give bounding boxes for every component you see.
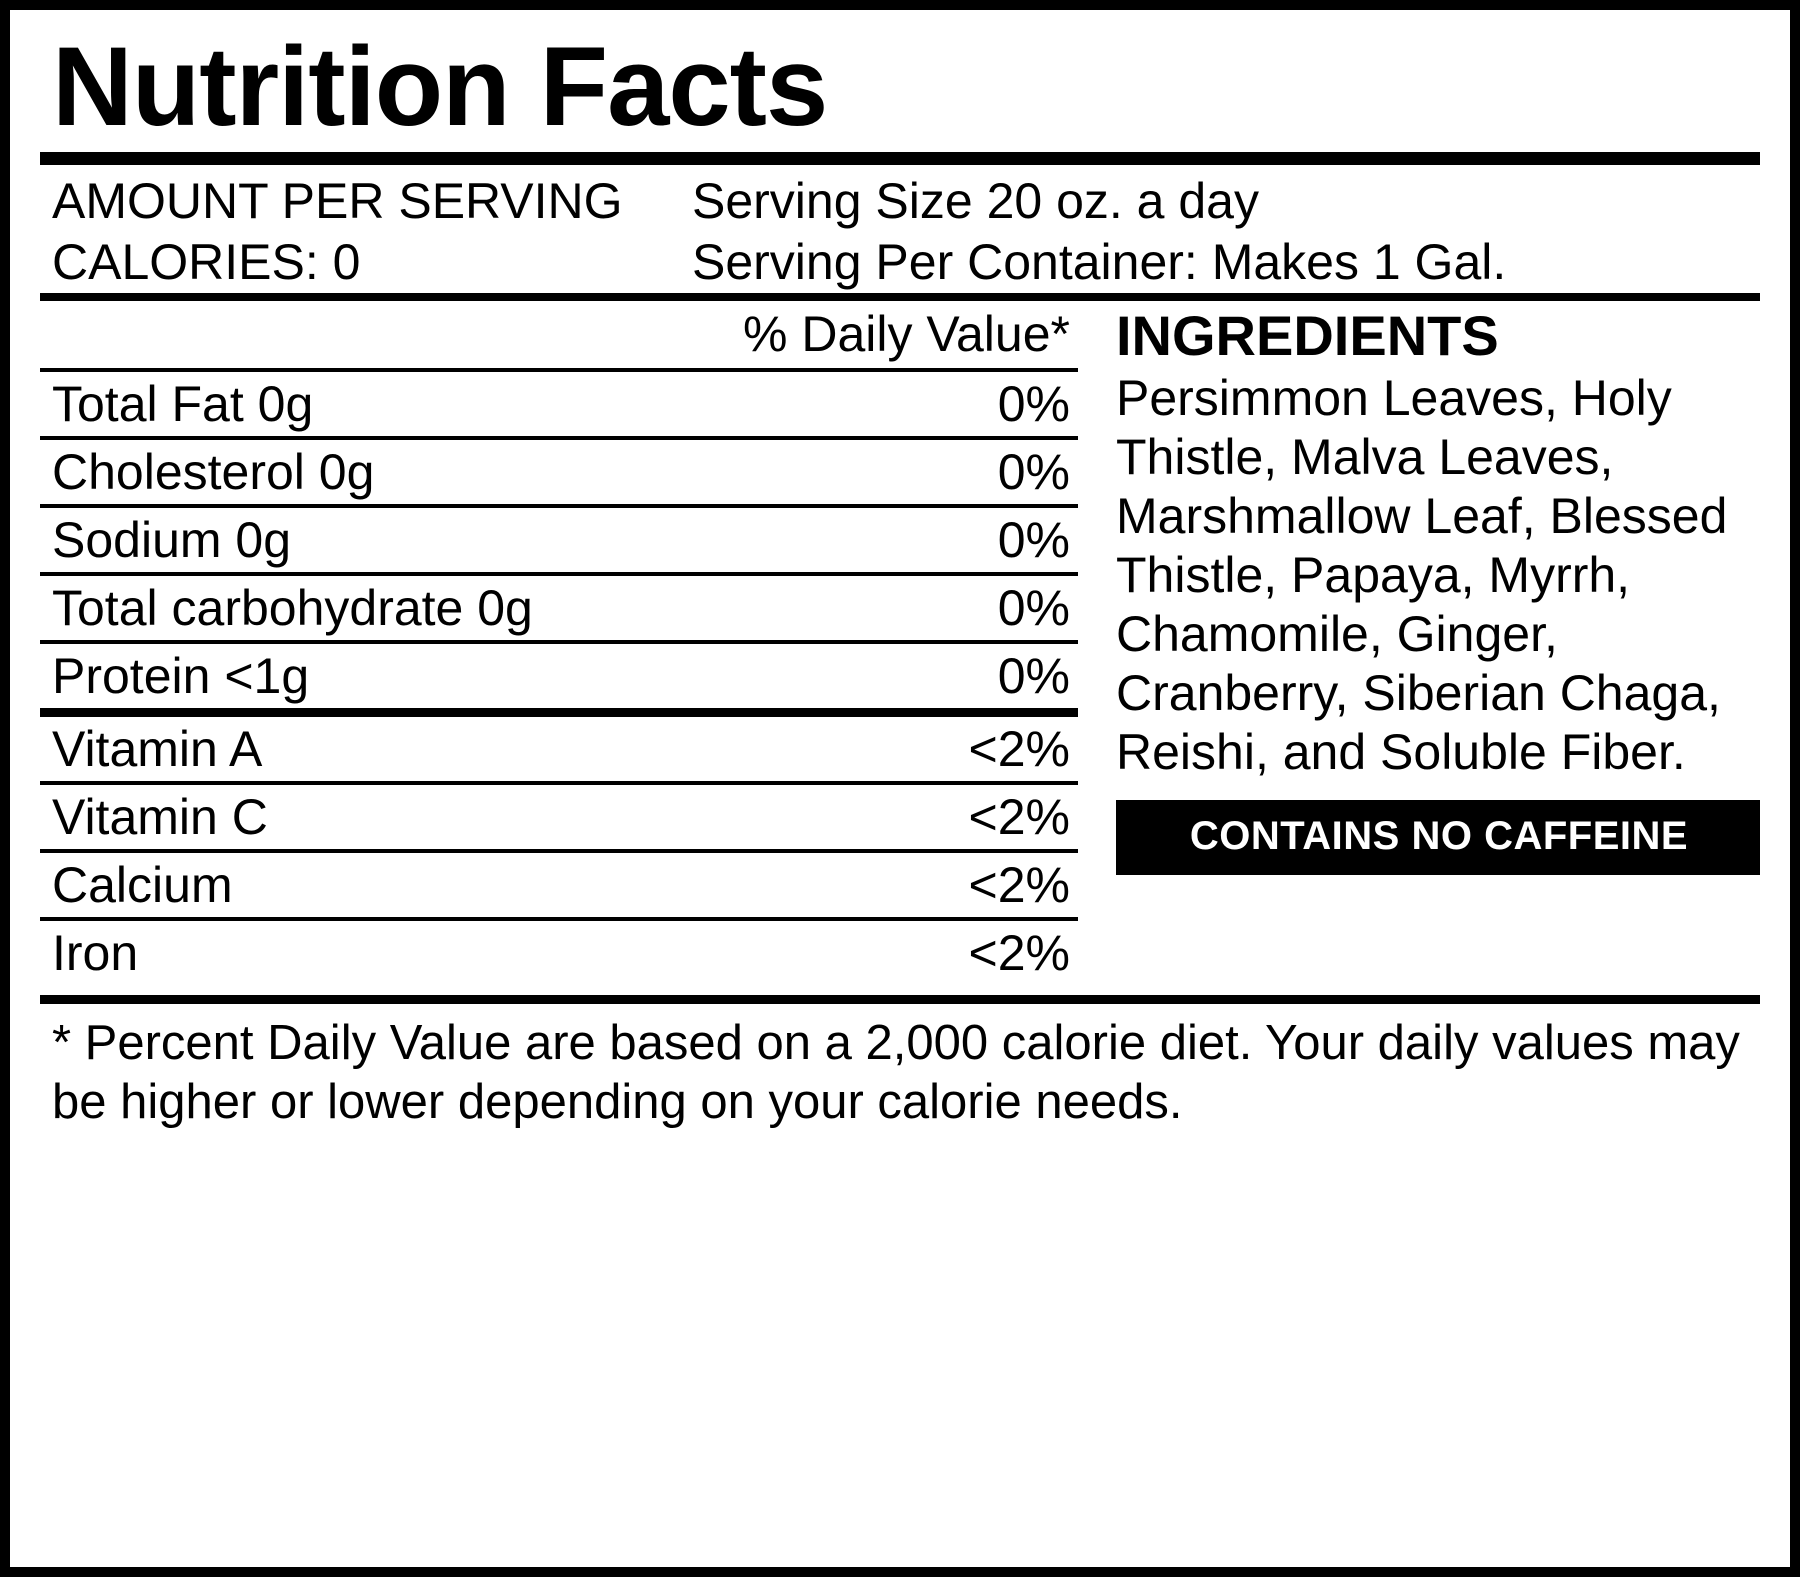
vitamin-dv: <2% (968, 720, 1070, 777)
ingredients-column (1088, 305, 1760, 985)
label-body (40, 305, 1760, 985)
nutrient-row (40, 576, 1078, 640)
nutrient-dv: 0% (997, 375, 1070, 432)
nutrient-dv: 0% (997, 511, 1070, 568)
nutrient-name: Protein <1g (52, 647, 310, 704)
vitamin-name: Vitamin C (52, 788, 268, 845)
footnote-divider (40, 995, 1760, 1004)
nutrient-row (40, 372, 1078, 436)
ingredients-text: Persimmon Leaves, Holy Thistle, Malva Leaves, Marshmallow Leaf, Blessed Thistle, Papaya, Myrrh, Chamomile, Ginger, Cranberry, Siberian Chaga, Reishi, and Soluble Fiber. (1116, 370, 1728, 781)
vitamin-row (40, 921, 1078, 985)
caffeine-badge: CONTAINS NO CAFFEINE (1116, 800, 1760, 875)
amount-per-serving-label: AMOUNT PER SERVING (52, 172, 623, 229)
vitamin-dv: <2% (968, 924, 1070, 981)
vitamin-name: Vitamin A (52, 720, 263, 777)
nutrient-row (40, 508, 1078, 572)
nutrient-dv: 0% (997, 443, 1070, 500)
daily-value-footnote: * Percent Daily Value are based on a 2,000 calorie diet. Your daily values may be higher or lower depending on your calorie needs. (52, 1015, 1740, 1130)
vitamin-row (40, 717, 1078, 781)
serving-row-calories (40, 232, 1760, 293)
serving-row-amount (40, 171, 1760, 232)
nutrient-row (40, 644, 1078, 708)
daily-value-header: % Daily Value* (742, 305, 1070, 362)
nutrient-name: Sodium 0g (52, 511, 292, 568)
vitamin-name: Iron (52, 924, 139, 981)
nutrient-column (40, 305, 1088, 985)
vitamin-row (40, 853, 1078, 917)
page-title: Nutrition Facts (52, 24, 828, 149)
vitamin-row (40, 785, 1078, 849)
nutrient-dv: 0% (997, 647, 1070, 704)
nutrient-dv: 0% (997, 579, 1070, 636)
serving-size-value: Serving Size 20 oz. a day (692, 172, 1259, 229)
title-divider (40, 152, 1760, 165)
vitamin-dv: <2% (968, 856, 1070, 913)
servings-per-container-value: Serving Per Container: Makes 1 Gal. (692, 233, 1507, 290)
nutrient-name: Cholesterol 0g (52, 443, 375, 500)
nutrient-name: Total Fat 0g (52, 375, 314, 432)
serving-divider (40, 293, 1760, 301)
serving-info (40, 171, 1760, 293)
vitamin-section-divider (40, 708, 1078, 717)
vitamin-dv: <2% (968, 788, 1070, 845)
calories-label: CALORIES: 0 (52, 233, 361, 290)
vitamin-name: Calcium (52, 856, 233, 913)
nutrient-name: Total carbohydrate 0g (52, 579, 533, 636)
ingredients-title: INGREDIENTS (1116, 303, 1499, 367)
nutrient-row (40, 440, 1078, 504)
